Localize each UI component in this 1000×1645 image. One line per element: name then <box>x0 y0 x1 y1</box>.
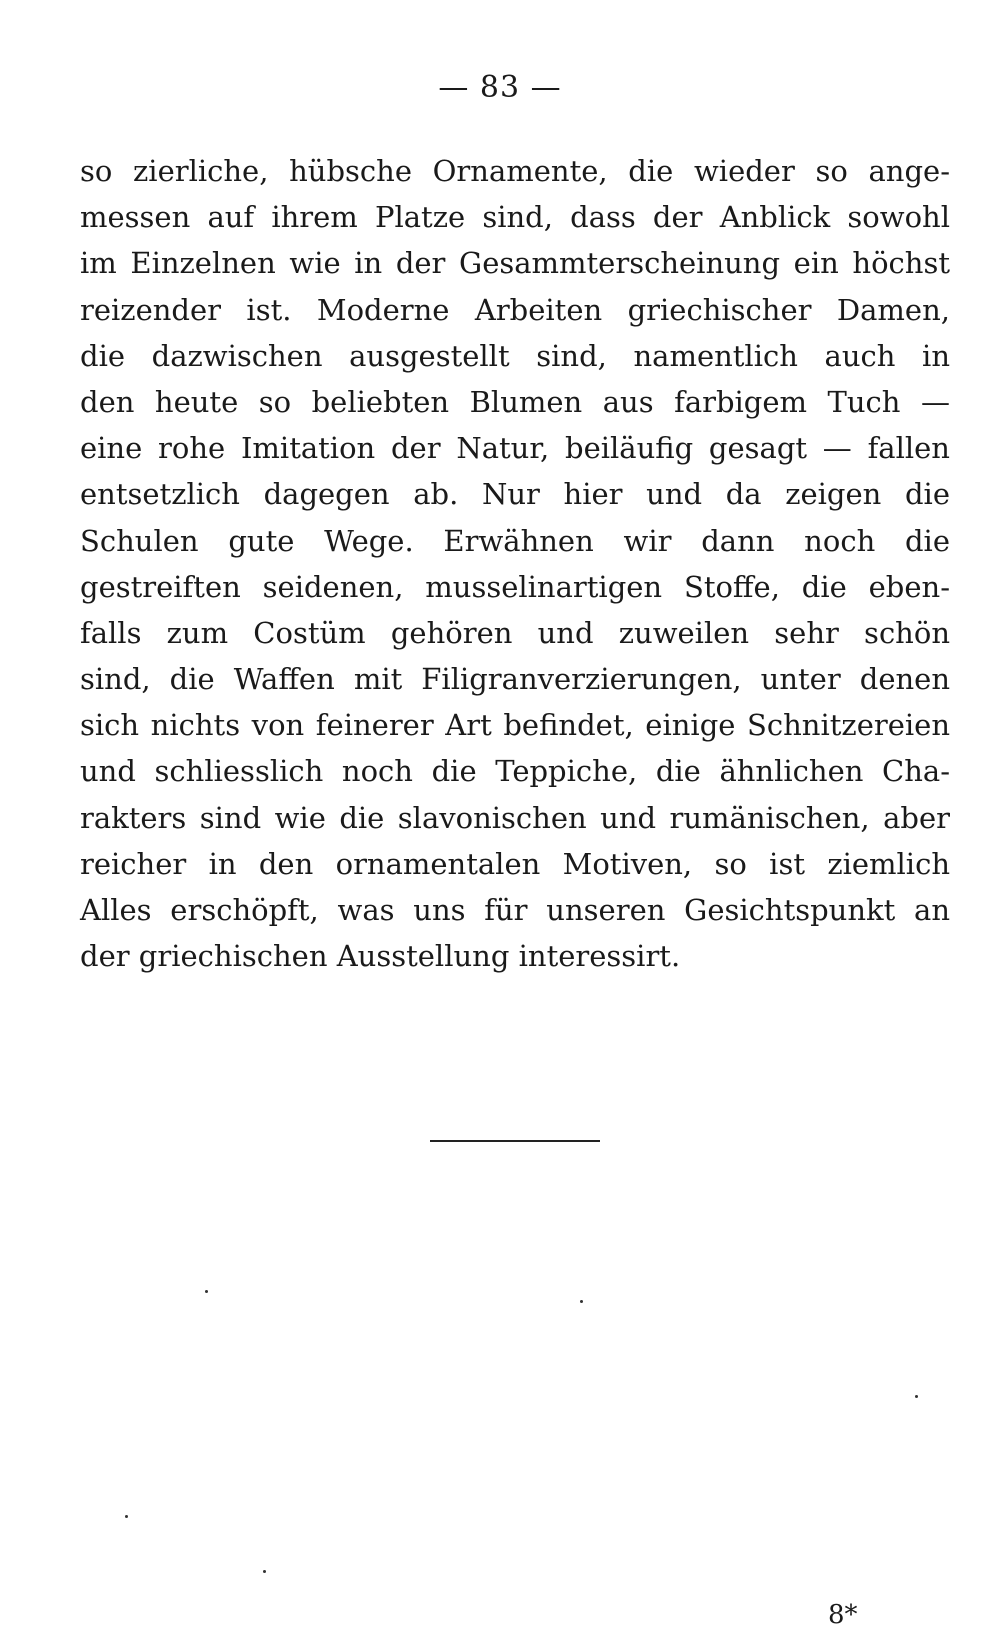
text-line: die dazwischen ausgestellt sind, namentlich auch in <box>80 338 950 373</box>
text-line: rakters sind wie die slavonischen und rumänischen, aber <box>80 800 950 835</box>
text-line: so zierliche, hübsche Ornamente, die wieder so ange- <box>80 154 950 188</box>
text-line: Alles erschöpft, was uns für unseren Gesichtspunkt an <box>80 893 950 927</box>
section-divider <box>430 1140 600 1142</box>
text-line: entsetzlich dagegen ab. Nur hier und da zeigen die <box>80 477 950 512</box>
text-line: und schliesslich noch die Teppiche, die ähnlichen Cha- <box>80 754 950 789</box>
page-number-header: — 83 — <box>438 70 562 105</box>
text-line: reizender ist. Moderne Arbeiten griechischer Damen, <box>80 292 950 327</box>
print-speck <box>125 1515 128 1518</box>
print-speck <box>580 1300 583 1303</box>
print-speck <box>205 1290 208 1293</box>
body-paragraph <box>80 148 950 979</box>
print-speck <box>915 1395 918 1398</box>
text-line: sich nichts von feinerer Art befindet, einige Schnitzereien <box>80 708 950 743</box>
signature-mark: 8* <box>828 1600 858 1630</box>
text-line: messen auf ihrem Platze sind, dass der Anblick sowohl <box>80 200 950 235</box>
text-line: eine rohe Imitation der Natur, beiläufig gesagt — fallen <box>80 431 950 466</box>
text-line: gestreiften seidenen, musselinartigen Stoffe, die eben- <box>80 569 950 604</box>
text-line: im Einzelnen wie in der Gesammterscheinung ein höchst <box>80 246 950 281</box>
text-line: den heute so beliebten Blumen aus farbigem Tuch — <box>80 384 950 419</box>
text-line: Schulen gute Wege. Erwähnen wir dann noch die <box>80 523 950 558</box>
print-speck <box>263 1570 266 1573</box>
text-line: sind, die Waffen mit Filigranverzierungen, unter denen <box>80 662 950 697</box>
text-line: der griechischen Ausstellung interessirt. <box>80 939 681 974</box>
text-line: falls zum Costüm gehören und zuweilen sehr schön <box>80 615 950 650</box>
text-line: reicher in den ornamentalen Motiven, so ist ziemlich <box>80 846 950 881</box>
